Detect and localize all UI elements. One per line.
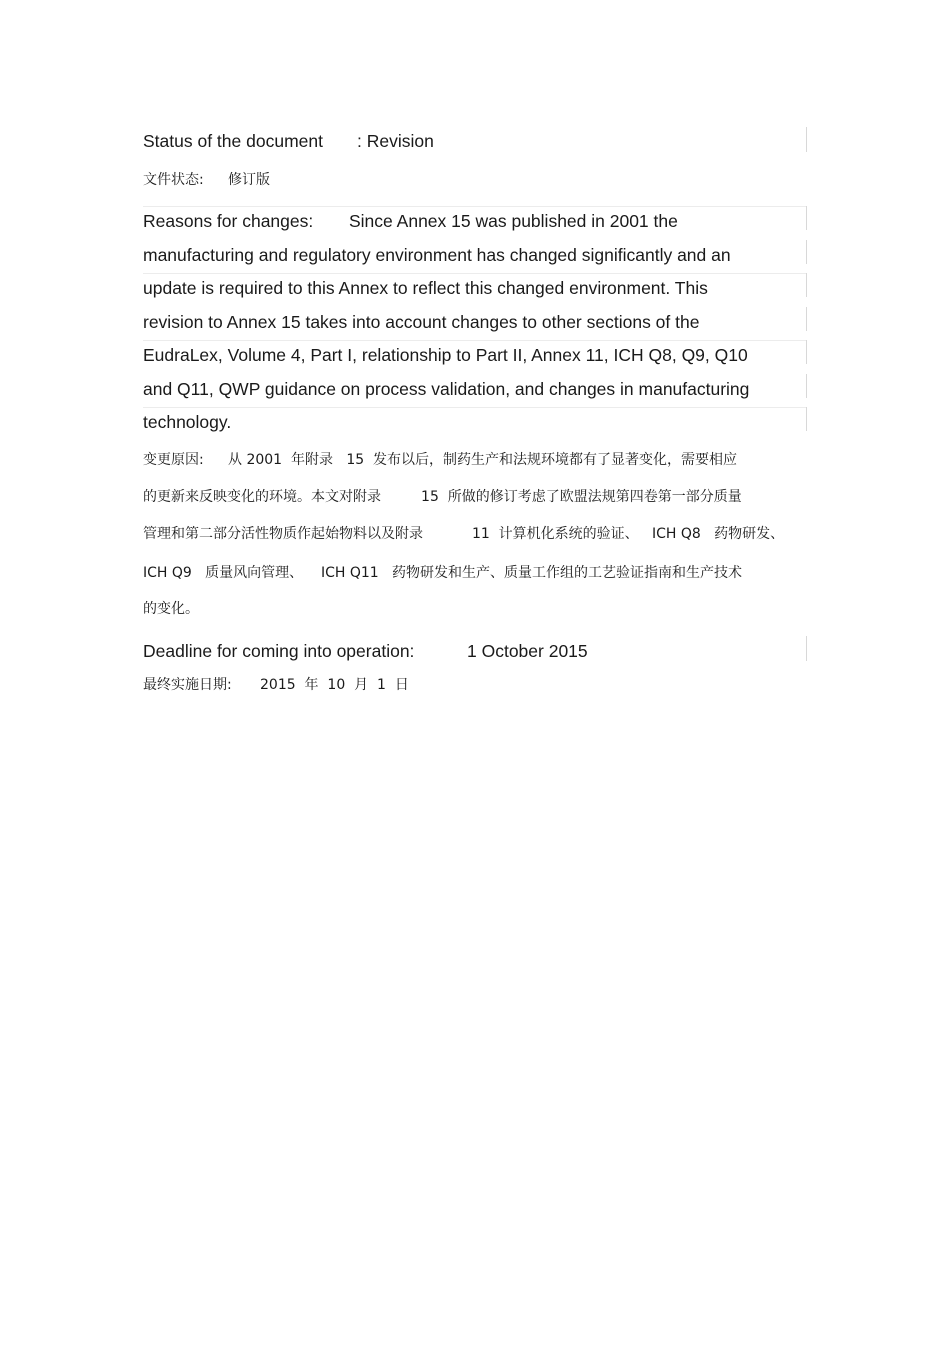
status-value: : Revision: [357, 131, 434, 151]
deadline-value-zh: 2015 年 10 月 1 日: [260, 677, 409, 693]
table-border: [806, 374, 807, 398]
table-border: [143, 340, 806, 341]
deadline-label: Deadline for coming into operation:: [143, 641, 415, 661]
table-border: [806, 240, 807, 264]
reasons-line: manufacturing and regulatory environment has changed significantly and an: [143, 245, 731, 265]
table-border: [806, 636, 807, 661]
table-border: [806, 407, 807, 431]
reasons-label: Reasons for changes:: [143, 211, 314, 231]
table-border: [806, 273, 807, 297]
status-value-zh: 修订版: [228, 172, 270, 188]
reasons-label-zh: 变更原因:: [143, 452, 204, 468]
reasons-line-zh: 的变化。: [143, 601, 199, 617]
reasons-line-zh: ICH Q9 质量风向管理、 ICH Q11 药物研发和生产、质量工作组的工艺验证指南和生产技术: [143, 565, 743, 581]
reasons-line-zh: 的更新来反映变化的环境。本文对附录 15 所做的修订考虑了欧盟法规第四卷第一部分质量: [143, 489, 742, 505]
table-border: [143, 206, 806, 207]
reasons-line: technology.: [143, 412, 232, 432]
reasons-line: update is required to this Annex to reflect this changed environment. This: [143, 278, 708, 298]
reasons-line: EudraLex, Volume 4, Part I, relationship to Part II, Annex 11, ICH Q8, Q9, Q10: [143, 345, 748, 365]
table-border: [806, 307, 807, 331]
deadline-value: 1 October 2015: [467, 641, 588, 661]
table-border: [806, 206, 807, 230]
status-label-zh: 文件状态:: [143, 172, 204, 188]
reasons-line: and Q11, QWP guidance on process validation, and changes in manufacturing: [143, 379, 750, 399]
reasons-line-zh: 从 2001 年附录 15 发布以后，制药生产和法规环境都有了显著变化，需要相应: [228, 452, 738, 468]
table-border: [143, 407, 806, 408]
reasons-line: Since Annex 15 was published in 2001 the: [349, 211, 678, 231]
table-border: [806, 127, 807, 152]
table-border: [806, 340, 807, 364]
deadline-label-zh: 最终实施日期:: [143, 677, 232, 693]
reasons-line: revision to Annex 15 takes into account changes to other sections of the: [143, 312, 700, 332]
table-border: [143, 273, 806, 274]
reasons-line-zh: 管理和第二部分活性物质作起始物料以及附录 11 计算机化系统的验证、 ICH Q8 药物研发、: [143, 526, 785, 542]
status-label: Status of the document: [143, 131, 323, 151]
